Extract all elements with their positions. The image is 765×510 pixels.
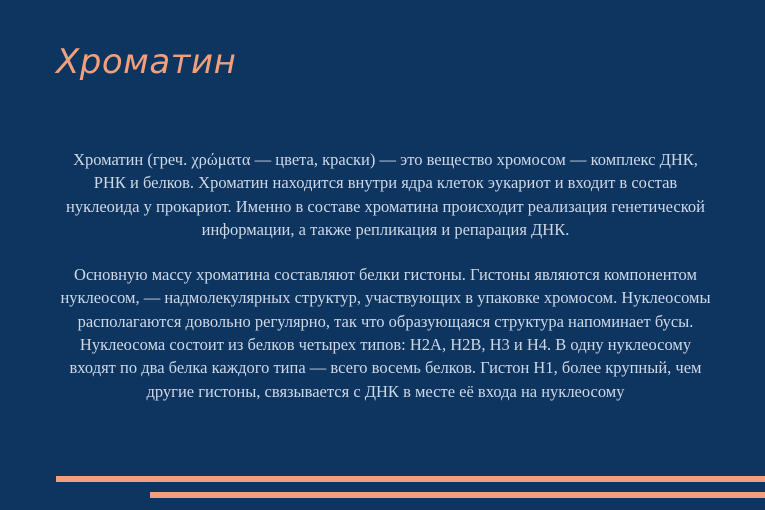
- slide-title: Хроматин: [56, 42, 237, 82]
- paragraph-histones: Основную массу хроматина составляют белки гистоны. Гистоны являются компонентом нуклеосом, — надмолекулярных структур, участвующих в упаковке хромосом. Нуклеосомы располагаются довольно регулярно, так что образующаяся структура напоминает бусы. Нуклеосома состоит из белков четырех типов: H2A, H2B, H3 и H4. В одну нуклеосому входят по два белка каждого типа — всего восемь белков. Гистон H1, более крупный, чем другие гистоны, связывается с ДНК в месте её входа на нуклеосому: [60, 265, 711, 401]
- slide-body: [58, 148, 713, 403]
- paragraph-chromatin-definition: Хроматин (греч. χρώματα — цвета, краски) — это вещество хромосом — комплекс ДНК, РНК и белков. Хроматин находится внутри ядра клеток эукариот и входит в состав нуклеоида у прокариот. Именно в составе хроматина происходит реализация генетической информации, а также репликация и репарация ДНК.: [66, 150, 705, 239]
- decorative-bar-top: [56, 476, 765, 482]
- decorative-bar-bottom: [150, 492, 765, 498]
